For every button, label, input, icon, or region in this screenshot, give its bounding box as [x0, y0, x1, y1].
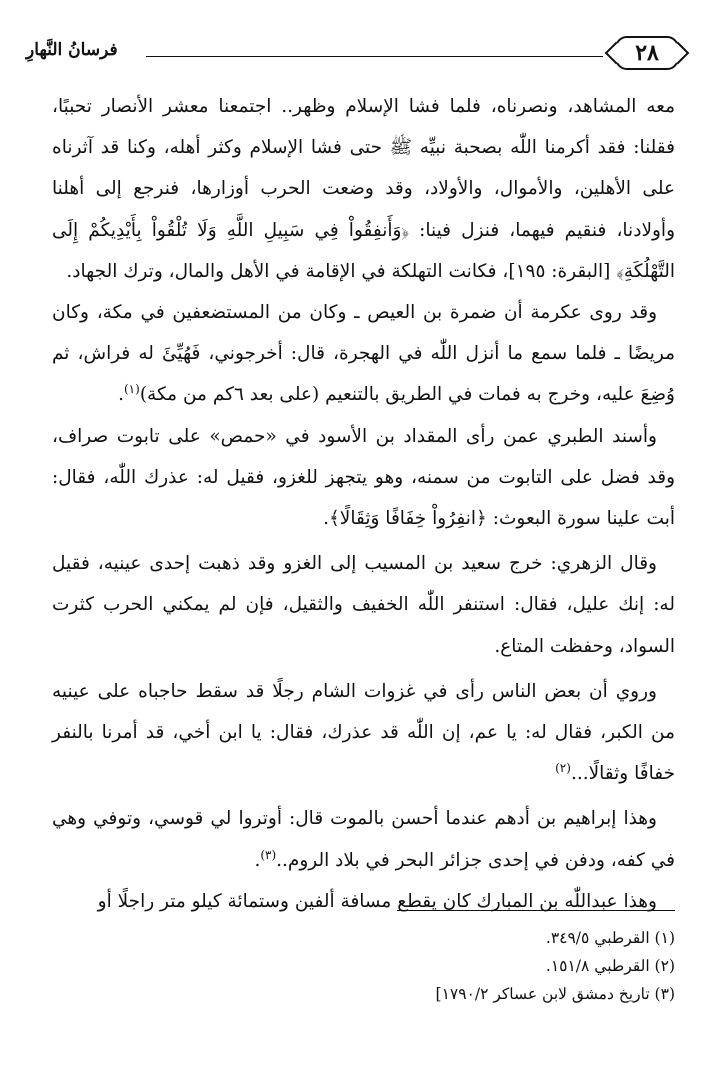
footnotes	[52, 924, 675, 1008]
paragraph	[52, 86, 675, 292]
paragraph	[52, 543, 675, 667]
footnote-mark: (٢)	[555, 761, 571, 776]
paragraph-text: وقد روى عكرمة أن ضمرة بن العيص ـ وكان من المستضعفين في مكة، وكان مريضًا ـ فلما سمع ما أنزل اللّٰه في الهجرة، قال: أخرجوني، فَهُيِّئَ له فراش، ثم وُضِعَ عليه، وخرج به فمات في الطريق بالتنعيم (على بعد ٦كم من مكة)	[52, 302, 675, 406]
footnote: (٣) تاريخ دمشق لابن عساكر ١٧٩٠/٢]	[435, 985, 675, 1003]
body-text	[52, 86, 675, 922]
footnote-mark: (٣)	[260, 847, 277, 862]
paragraph	[52, 881, 675, 922]
paragraph-text: وهذا إبراهيم بن أدهم عندما أحسن بالموت قال: أوتروا لي قوسي، وتوفي وهي في كفه، ودفن في إحدى جزائر البحر في بلاد الروم..	[52, 808, 675, 871]
running-title: فرسانُ النَّهارِ	[26, 40, 118, 60]
paragraph-text: وروي أن بعض الناس رأى في غزوات الشام رجلًا قد سقط حاجباه على عينيه من الكبر، فقال له: يا عم، إن اللّٰه قد عذرك، فقال: يا ابن أخي، قد أمرنا بالنفر خفافًا وثقالًا...	[52, 680, 675, 785]
paragraph: وقد روى عكرمة أن ضمرة بن العيص ـ وكان من المستضعفين في مكة، وكان مريضًا ـ فلما سمع ما أنزل اللّٰه في الهجرة، قال: أخرجوني، فَهُيِّئَ له فراش، ثم وُضِعَ عليه، وخرج به فمات في الطريق بالتنعيم (على بعد ٦كم من مكة)$^{(١)}$.	[52, 302, 675, 406]
page-header	[26, 30, 679, 82]
paragraph-text: وهذا عبداللّٰه بن المبارك كان يقطع مسافة ألفين وستمائة كيلو متر راجلًا أو	[97, 890, 657, 912]
footnote: (١) القرطبي ٣٤٩/٥.	[545, 929, 675, 947]
paragraph-text: وقال الزهري: خرج سعيد بن المسيب إلى الغزو وقد ذهبت إحدى عينيه، فقيل له: إنك عليل، فقال: استنفر اللّٰه الخفيف والثقيل، فإن لم يمكني الحرب كثرت السواد، وحفظت المتاع.	[52, 553, 675, 657]
footnote-mark: (١)	[123, 382, 140, 397]
paragraph	[52, 671, 675, 795]
footnote-rule	[397, 910, 675, 911]
paragraph: وهذا إبراهيم بن أدهم عندما أحسن بالموت قال: أوتروا لي قوسي، وتوفي وهي في كفه، ودفن في إحدى جزائر البحر في بلاد الروم..$^{(٣)}$.	[52, 808, 675, 871]
paragraph	[52, 416, 675, 540]
footnote: (٢) القرطبي ١٥١/٨.	[545, 957, 675, 975]
page-number: ٢٨	[615, 36, 679, 70]
paragraph-text: معه المشاهد، ونصرناه، فلما فشا الإسلام وظهر.. اجتمعنا معشر الأنصار تحببًا، فقلنا: فقد أكرمنا اللّٰه بصحبة نبيِّه ﷺ حتى فشا الإسلام وكثر أهله، وكنا قد آثرناه على الأهلين، والأموال، والأولاد، وقد وضعت الحرب أوزارها، فنرجع إلى أهلنا وأولادنا، فنقيم فيهما، فنزل فينا: ﴿وَأَنفِقُواْ فِي سَبِيلِ اللَّهِ وَلَا تُلْقُواْ بِأَيْدِيكُمْ إِلَى التَّهْلُكَةِ﴾ [البقرة: ١٩٥]، فكانت التهلكة في الإقامة في الأهل والمال، وترك الجهاد.	[52, 96, 675, 282]
header-rule	[146, 56, 603, 57]
paragraph-text: وأسند الطبري عمن رأى المقداد بن الأسود في «حمص» على تابوت صراف، وقد فضل على التابوت من سمنه، وهو يتجهز للغزو، فقيل له: عذرك اللّٰه، فقال: أبت علينا سورة البعوث: ﴿انفِرُواْ خِفَافًا وَثِقَالًا﴾.	[52, 425, 675, 530]
